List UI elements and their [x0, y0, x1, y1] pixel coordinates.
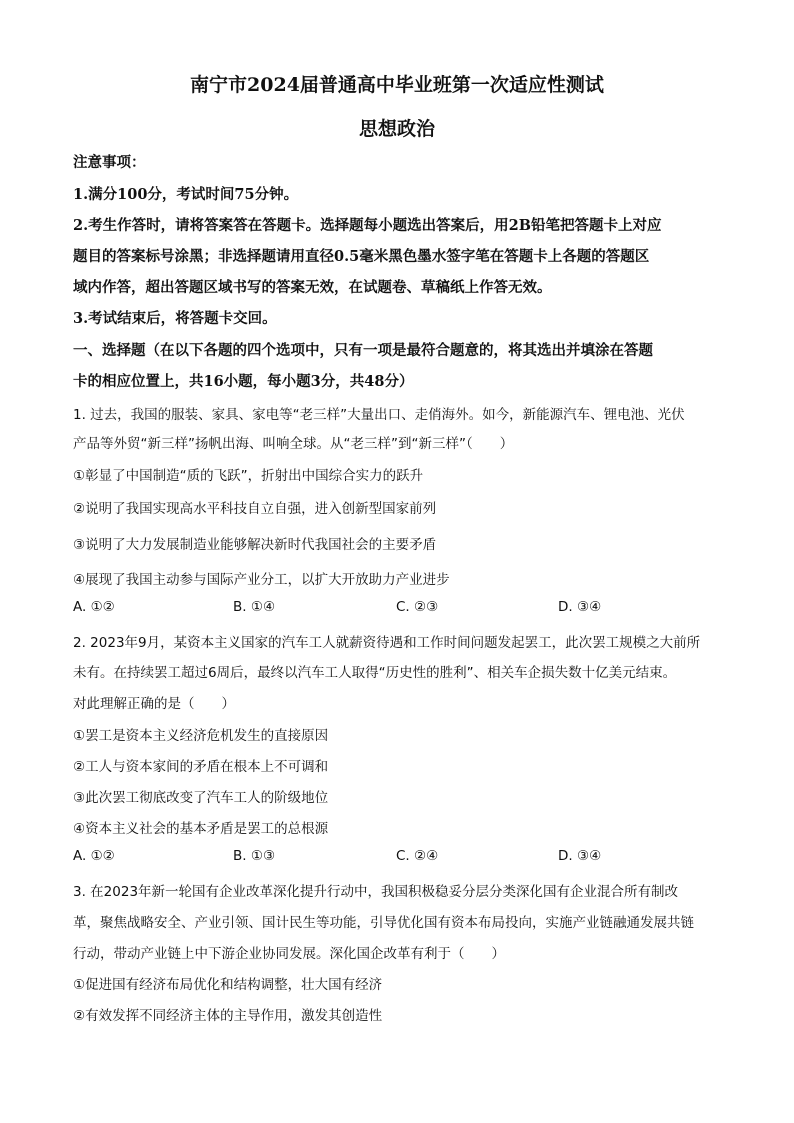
note-line-4: 域内作答，超出答题区域书写的答案无效，在试题卷、草稿纸上作答无效。 [73, 279, 552, 296]
question-2-option-c: C. ②④ [396, 848, 439, 864]
question-1-option-c: C. ②③ [396, 599, 439, 615]
question-2-statement-3: ③此次罢工彻底改变了汽车工人的阶级地位 [73, 790, 329, 806]
subject-title: 思想政治 [358, 118, 435, 140]
question-1-statement-4: ④展现了我国主动参与国际产业分工，以扩大开放助力产业进步 [73, 572, 450, 588]
note-line-1: 1.满分100分，考试时间75分钟。 [73, 186, 299, 203]
question-2-stem-line-3: 对此理解正确的是（ ） [73, 696, 235, 712]
question-3-statement-2: ②有效发挥不同经济主体的主导作用，激发其创造性 [73, 1008, 383, 1024]
section-heading-line-1: 一、选择题（在以下各题的四个选项中，只有一项是最符合题意的，将其选出并填涂在答题 [73, 342, 653, 359]
question-2-stem-line-2: 未有。在持续罢工超过6周后，最终以汽车工人取得“历史性的胜利”、相关车企损失数十亿美元结束。 [73, 665, 677, 681]
question-1-option-d: D. ③④ [558, 599, 602, 615]
question-3-stem-line-3: 行动，带动产业链上中下游企业协同发展。深化国企改革有利于（ ） [73, 946, 505, 962]
question-2-option-b: B. ①③ [233, 848, 276, 864]
question-2-option-d: D. ③④ [558, 848, 602, 864]
exam-title: 南宁市2024届普通高中毕业班第一次适应性测试 [190, 74, 604, 96]
note-line-5: 3.考试结束后，将答题卡交回。 [73, 310, 277, 327]
question-2-statement-4: ④资本主义社会的基本矛盾是罢工的总根源 [73, 821, 329, 837]
question-1-option-a: A. ①② [73, 599, 115, 615]
question-1-statement-2: ②说明了我国实现高水平科技自立自强，进入创新型国家前列 [73, 501, 437, 517]
question-1-stem-line-1: 1. 过去，我国的服装、家具、家电等“老三样”大量出口、走俏海外。如今，新能源汽车、锂电池、光伏 [73, 407, 685, 423]
question-3-statement-1: ①促进国有经济布局优化和结构调整，壮大国有经济 [73, 977, 383, 993]
note-line-3: 题目的答案标号涂黑；非选择题请用直径0.5毫米黑色墨水签字笔在答题卡上各题的答题区 [73, 248, 650, 265]
section-heading-line-2: 卡的相应位置上，共16小题，每小题3分，共48分） [73, 373, 414, 390]
question-2-statement-2: ②工人与资本家间的矛盾在根本上不可调和 [73, 759, 329, 775]
question-1-stem-line-2: 产品等外贸“新三样”扬帆出海、叫响全球。从“老三样”到“新三样”（ ） [73, 436, 514, 452]
note-line-2: 2.考生作答时，请将答案答在答题卡。选择题每小题选出答案后，用2B铅笔把答题卡上对应 [73, 217, 662, 234]
question-3-stem-line-2: 革，聚焦战略安全、产业引领、国计民生等功能，引导优化国有资本布局投向，实施产业链融通发展共链 [73, 915, 694, 931]
question-3-stem-line-1: 3. 在2023年新一轮国有企业改革深化提升行动中，我国积极稳妥分层分类深化国有企业混合所有制改 [73, 884, 679, 900]
notes-heading: 注意事项： [73, 154, 146, 171]
question-1-statement-1: ①彰显了中国制造“质的飞跃”，折射出中国综合实力的跃升 [73, 468, 424, 484]
question-2-stem-line-1: 2. 2023年9月，某资本主义国家的汽车工人就薪资待遇和工作时间问题发起罢工，此次罢工规模之大前所 [73, 635, 701, 651]
question-1-statement-3: ③说明了大力发展制造业能够解决新时代我国社会的主要矛盾 [73, 537, 437, 553]
question-2-option-a: A. ①② [73, 848, 115, 864]
question-1-option-b: B. ①④ [233, 599, 276, 615]
question-2-statement-1: ①罢工是资本主义经济危机发生的直接原因 [73, 728, 329, 744]
